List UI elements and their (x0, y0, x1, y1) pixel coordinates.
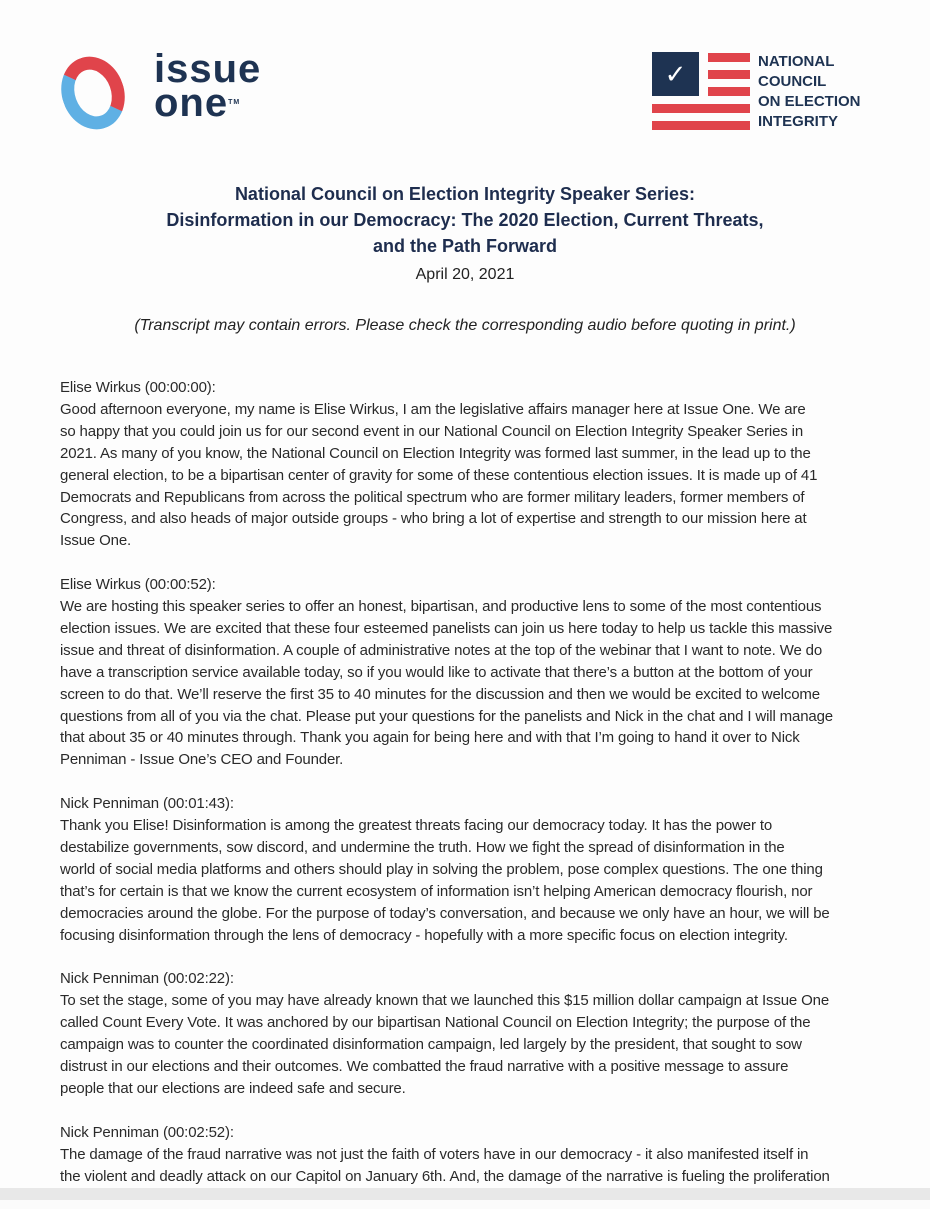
transcript-line: Good afternoon everyone, my name is Elise Wirkus, I am the legislative affairs manager here at Issue One. We are (60, 400, 806, 418)
speaker-timestamp: Nick Penniman (00:01:43): (60, 795, 234, 813)
checkmark-icon: ✓ (652, 52, 699, 96)
transcript-entry (60, 574, 890, 771)
title-line-3: and the Path Forward (372, 236, 558, 256)
transcript-line: screen to do that. We’ll reserve the first 35 to 40 minutes for the discussion and then we would be excited to welcome (60, 685, 820, 703)
issue-one-ring-icon (51, 48, 135, 139)
transcript-line: issue and threat of disinformation. A couple of administrative notes at the top of the webinar that I want to note. We do (60, 641, 823, 659)
ncei-logo (652, 52, 882, 134)
speaker-timestamp: Nick Penniman (00:02:52): (60, 1123, 234, 1141)
speaker-timestamp: Nick Penniman (00:02:22): (60, 970, 234, 988)
transcript-line: Issue One. (60, 532, 132, 550)
transcript-line: have a transcription service available today, so if you would like to activate that there’s a button at the bottom of your (60, 663, 813, 681)
transcript-body (60, 377, 890, 1209)
transcript-line: destabilize governments, sow discord, and undermine the truth. How we fight the spread of disinformation in the (60, 839, 785, 856)
transcript-line: that’s for certain is that we know the current ecosystem of information isn’t helping American democracy flourish, nor (60, 882, 813, 900)
transcript-line: that about 35 or 40 minutes through. Thank you again for being here and with that I’m going to hand it over to Nick (60, 729, 800, 747)
transcript-line: distrust in our elections and their outcomes. We combatted the fraud narrative with a positive message to assure (60, 1058, 789, 1076)
transcript-entry (60, 793, 890, 946)
transcript-line: We are hosting this speaker series to offer an honest, bipartisan, and productive lens to some of the most contentious (60, 598, 822, 616)
transcript-disclaimer: (Transcript may contain errors. Please check the corresponding audio before quoting in print.) (134, 317, 796, 334)
issue-one-logo (62, 47, 292, 142)
transcript-line: To set the stage, some of you may have already known that we launched this $15 million dollar campaign at Issue One (60, 992, 830, 1010)
transcript-line: election issues. We are excited that these four esteemed panelists can join us here today to help us tackle this massive (60, 619, 833, 637)
page-bottom-edge (0, 1188, 930, 1200)
transcript-entry (60, 1122, 890, 1188)
transcript-line: so happy that you could join us for our second event in our National Council on Election Integrity Speaker Series in (60, 422, 804, 440)
transcript-line: The damage of the fraud narrative was not just the faith of voters have in our democracy - it also manifested itself in (60, 1145, 809, 1163)
transcript-line: called Count Every Vote. It was anchored by our bipartisan National Council on Election Integrity; the purpose of the (60, 1014, 811, 1032)
transcript-line: 2021. As many of you know, the National Council on Election Integrity was formed last summer, in the lead up to the (60, 444, 811, 462)
transcript-line: focusing disinformation through the lens of democracy - hopefully with a more specific focus on election integrity. (60, 926, 788, 944)
transcript-line: people that our elections are indeed safe and secure. (60, 1079, 406, 1097)
issue-one-wordmark: issue one™ (154, 47, 262, 125)
transcript-line: Penniman - Issue One’s CEO and Founder. (60, 751, 344, 769)
title-line-1: National Council on Election Integrity Speaker Series: (234, 184, 696, 204)
transcript-line: Thank you Elise! Disinformation is among the greatest threats facing our democracy today. It has the power to (60, 817, 773, 835)
transcript-line: the violent and deadly attack on our Capitol on January 6th. And, the damage of the narrative is fueling the proliferation (60, 1167, 830, 1185)
transcript-line: campaign was to counter the coordinated disinformation campaign, led largely by the president, that sought to sow (60, 1036, 802, 1054)
speaker-timestamp: Elise Wirkus (00:00:52): (60, 576, 216, 594)
transcript-line: Democrats and Republicans from across the political spectrum who are former military leaders, former members of (60, 488, 805, 506)
transcript-line: democracies around the globe. For the purpose of today’s conversation, and because we only have an hour, we will be (60, 904, 830, 922)
title-line-2: Disinformation in our Democracy: The 2020 Election, Current Threats, (166, 210, 764, 230)
transcript-line: questions from all of you via the chat. Please put your questions for the panelists and Nick in the chat and I will manage (60, 707, 833, 725)
transcript-line: general election, to be a bipartisan center of gravity for some of these contentious election issues. It is made up of 41 (60, 466, 818, 484)
transcript-line: world of social media platforms and others should play in solving the problem, pose complex questions. The one thing (60, 860, 823, 878)
transcript-entry (60, 377, 890, 552)
transcript-line: Congress, and also heads of major outside groups - who bring a lot of expertise and strength to our mission here at (60, 510, 807, 528)
event-date: April 20, 2021 (415, 266, 515, 283)
ncei-wordmark: NATIONAL COUNCIL ON ELECTION INTEGRITY (758, 53, 861, 130)
transcript-entry (60, 968, 890, 1099)
speaker-timestamp: Elise Wirkus (00:00:00): (60, 379, 216, 396)
